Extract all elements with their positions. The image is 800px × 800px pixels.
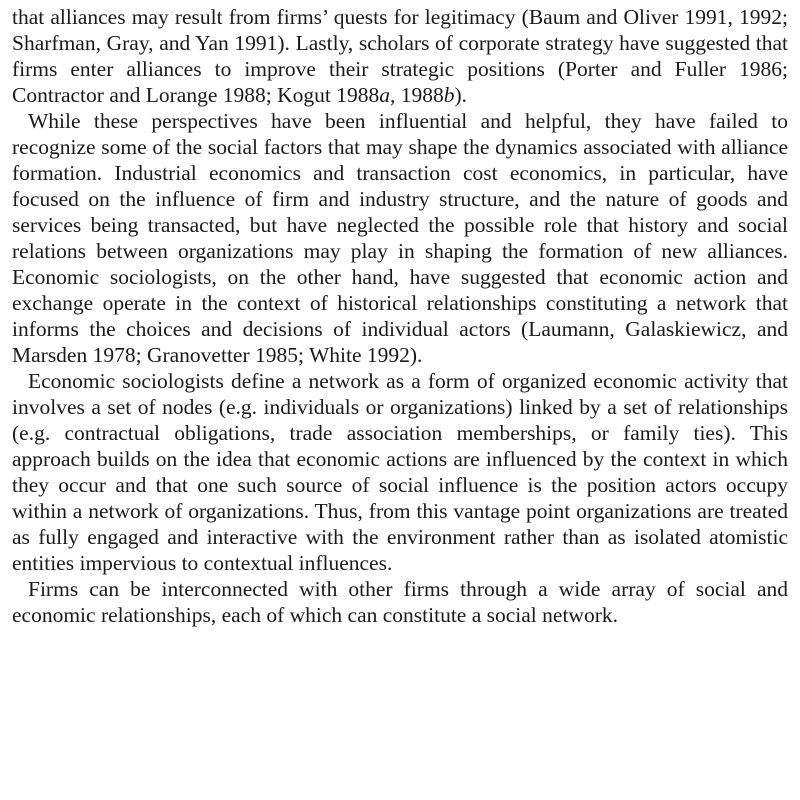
paragraph-4: Firms can be interconnected with other firms through a wide array of social and economic relationships, each of which can constitute a social network.	[12, 577, 788, 627]
paragraph-1: that alliances may result from firms’ quests for legitimacy (Baum and Oliver 1991, 1992; Sharfman, Gray, and Yan 1991). Lastly, scholars of corporate strategy have suggested that firms enter alliances to improve their strategic positions (Porter and Fuller 1986; Contractor and Lorange 1988; Kogut 1988a, 1988b).	[12, 5, 788, 107]
paragraph-2: While these perspectives have been influential and helpful, they have failed to recognize some of the social factors that may shape the dynamics associated with alliance formation. Industrial economics and transaction cost economics, in particular, have focused on the influence of firm and industry structure, and the nature of goods and services being transacted, but have neglected the possible role that history and social relations between organizations may play in shaping the formation of new alliances. Economic sociologists, on the other hand, have suggested that economic action and exchange operate in the context of historical relationships constituting a network that informs the choices and decisions of individual actors (Laumann, Galaskiewicz, and Marsden 1978; Granovetter 1985; White 1992).	[12, 109, 788, 367]
paragraph-3: Economic sociologists define a network as a form of organized economic activity that involves a set of nodes (e.g. individuals or organizations) linked by a set of relationships (e.g. contractual obligations, trade association memberships, or family ties). This approach builds on the idea that economic actions are influenced by the context in which they occur and that one such source of social influence is the position actors occupy within a network of organizations. Thus, from this vantage point organizations are treated as fully engaged and interactive with the environment rather than as isolated atomistic entities impervious to contextual influences.	[12, 369, 788, 575]
